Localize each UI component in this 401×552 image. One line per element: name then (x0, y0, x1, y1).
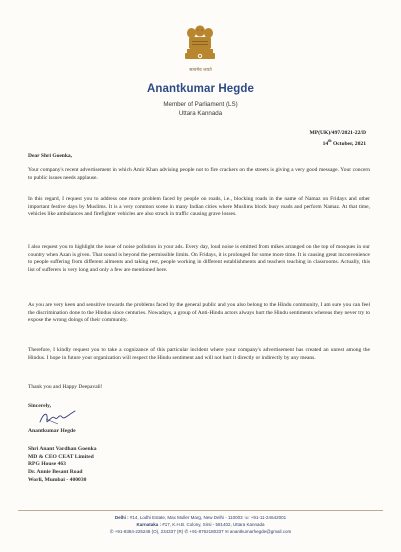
recipient-line: RPG House 463 (28, 461, 66, 468)
reference-number: MP(UK)/497/2021-22/D (309, 130, 366, 136)
signatory-name: Anantkumar Hegde (28, 428, 76, 434)
handwritten-signature (38, 408, 78, 428)
reference-block (309, 129, 366, 148)
paragraph: I also request you to highlight the issue of noise pollution in your ads. Every day, loud noise is emitted from mikes arranged on the top of mosques in our country when Azan is given. That sound is beyond the permissible limits. On Fridays, it is prolonged for some more time. It is causing great inconvenience to people suffering from different ailments and taking rest, people working in different establishments and teachers teaching in classrooms. Actually, this list of sufferers is very long and only a few are mentioned here. (28, 244, 370, 273)
national-emblem-icon (182, 22, 218, 66)
recipient-line: Worli, Mumbai - 400030 (28, 476, 87, 483)
footer-delhi: Delhi : #14, Lodhi Estate, Max Muller Marg, New Delhi - 110003 ☏ +91-11-24642001 (114, 515, 287, 520)
letterhead-name: Anantkumar Hegde (146, 83, 255, 95)
emblem-motto: सत्यमेव जयते (189, 68, 212, 73)
salutation: Dear Shri Goenka, (28, 153, 73, 159)
sign-off: Sincerely, (28, 403, 52, 409)
paragraph: Your company's recent advertisement in which Amir Khan advising people not to fire crackers on the streets is giving a very good message. Your concern to public issues needs applause. (28, 167, 370, 181)
recipient-line: Dr. Annie Besant Road (28, 469, 83, 476)
paragraph: Therefore, I kindly request you to take a cognizance of this particular incident where your company's advertisement has created an unrest among the Hindus. I hope in future your organization will respect the Hindu sentiment and will not hurt it directly or indirectly by any means. (28, 347, 370, 361)
paragraph: As you are very keen and sensitive towards the problems faced by the general public and you also belong to the Hindu community, I am sure you can feel the discrimination done to the Hindus since centuries. Nowadays, a group of Anti-Hindu actors always hurt the Hindu sentiments whereas they never try to expose the wrong doings of their community. (28, 302, 370, 324)
constituency: Uttara Kannada (178, 110, 223, 117)
paragraph: In this regard, I request you to address one more problem faced by people on roads, i.e., blocking roads in the name of Namaz on Fridays and other important festive days by Muslims. It is a very common scene in many Indian cities where Muslims block busy roads and perform Namaz. At that time, vehicles like ambulances and firefighter vehicles are also struck in traffic causing grave losses. (28, 196, 370, 218)
letter-date: 14th October, 2021 (322, 139, 366, 147)
designation: Member of Parliament (LS) (163, 101, 238, 108)
recipient-address (28, 446, 97, 485)
footer-karnataka: Karnataka : #17, K.H.B. Colony, Sirsi - 581402, Uttara Kannada (136, 522, 265, 527)
footer-divider (18, 510, 383, 511)
closing-thanks: Thank you and Happy Deepavali! (28, 384, 103, 390)
recipient-line: Shri Anant Vardhan Goenka (28, 446, 97, 452)
footer-contacts: ✆ +91-8384-225248 (O), 234337 (R) ✆ +91-8762180337 ✉ anantkumarhegde@gmail.com (109, 529, 292, 534)
recipient-line: MD & CEO CEAT Limited (28, 453, 94, 460)
